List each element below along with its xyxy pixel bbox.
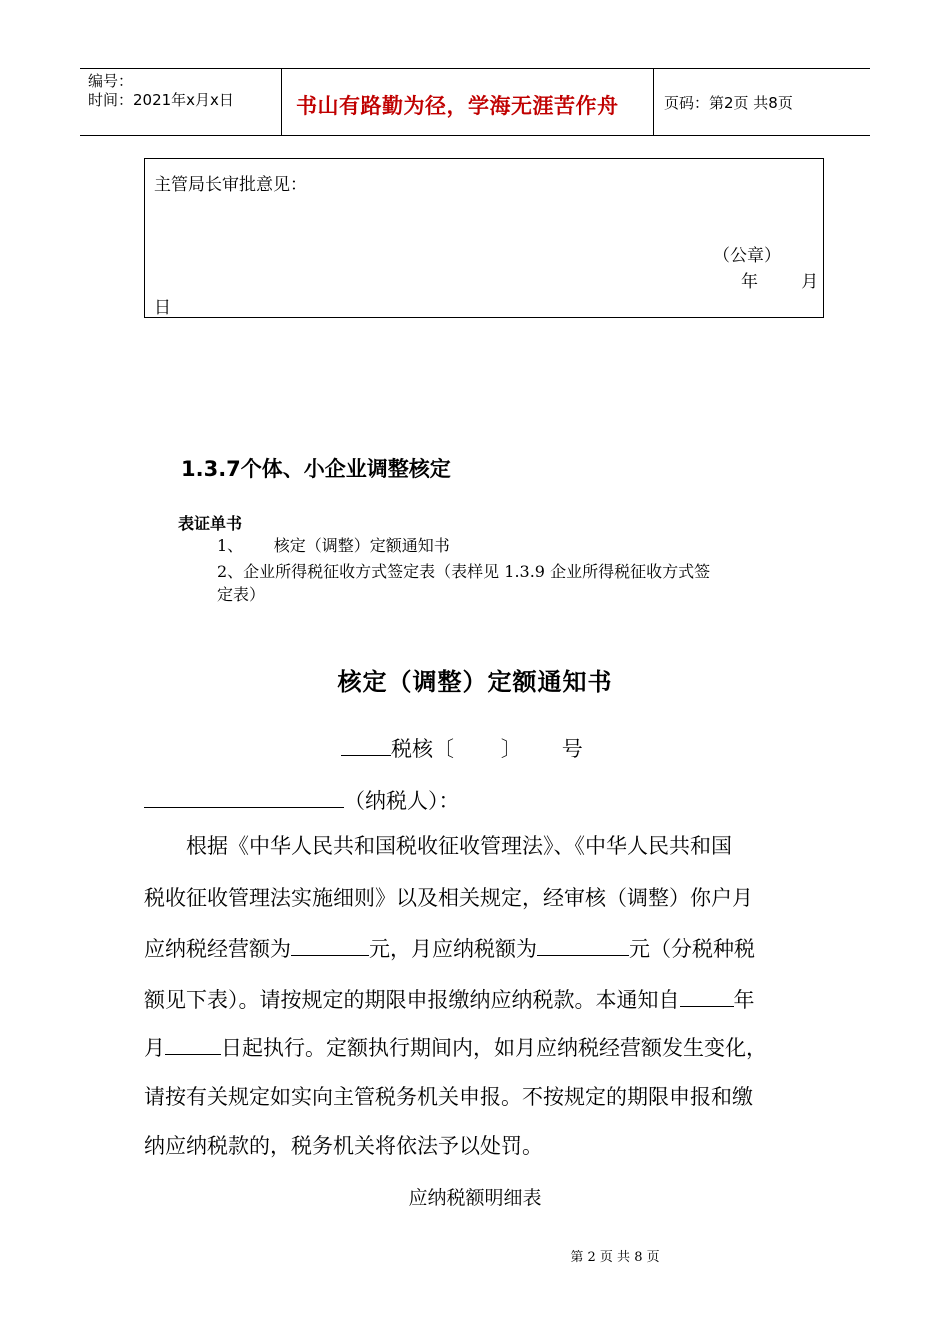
start-year-blank [680,986,734,1007]
addressee-blank [144,787,344,808]
tax-amount-blank [537,935,629,956]
body-line-6: 请按有关规定如实向主管税务机关申报。不按规定的期限申报和缴 [144,1085,753,1109]
body-line-3b: 元，月应纳税额为 [369,937,537,961]
body-line-4b: 年 [733,988,755,1012]
header-motto: 书山有路勤为径，学海无涯苦作舟 [296,94,619,118]
header-bottom-rule [80,135,870,136]
year-month-text: 年 月 [741,272,819,292]
forms-heading: 表证单书 [178,514,243,533]
start-day-blank [165,1034,221,1055]
body-line-3c: 元（分税种税 [629,937,755,961]
seal-text: （公章） [713,246,781,266]
number-blank [341,735,391,756]
number-line-text: 税核〔 〕 号 [391,737,583,761]
section-title: 1.3.7个体、小企业调整核定 [181,457,451,481]
addressee-line [144,785,460,815]
forms-item-2: 2、企业所得税征收方式签定表（表样见 1.3.9 企业所得税征收方式签 [217,562,711,581]
notice-number-line [341,733,583,763]
body-line-4a: 额见下表）。请按规定的期限申报缴纳应纳税款。本通知自 [144,988,680,1012]
business-amount-blank [291,935,369,956]
tax-detail-table-title: 应纳税额明细表 [408,1187,542,1209]
body-line-1: 根据《中华人民共和国税收征收管理法》、《中华人民共和国 [186,834,732,858]
header-time-label: 时间：2021年x月x日 [88,91,234,109]
body-line-4 [144,984,755,1014]
header-page-label: 页码：第2页 共8页 [664,94,793,112]
body-line-3a: 应纳税经营额为 [144,937,291,961]
body-line-5a: 月 [144,1036,165,1060]
notice-title: 核定（调整）定额通知书 [337,668,613,696]
header-code-label: 编号： [88,72,134,90]
approval-label: 主管局长审批意见： [154,175,307,195]
forms-item-2-cont: 定表） [217,585,266,604]
day-text: 日 [154,298,171,318]
body-line-7: 纳应纳税款的，税务机关将依法予以处罚。 [144,1134,543,1158]
header-top-rule [80,68,870,69]
approval-box [144,158,824,318]
body-line-5 [144,1032,767,1062]
header-divider-right [653,68,654,136]
body-line-3 [144,933,755,963]
addressee-suffix: （纳税人）： [344,789,460,813]
header-divider-left [281,68,282,136]
forms-item-1: 1、 核定（调整）定额通知书 [217,536,450,555]
body-line-5b: 日起执行。定额执行期间内，如月应纳税经营额发生变化， [221,1036,767,1060]
footer-page-number: 第 2 页 共 8 页 [570,1250,660,1265]
body-line-2: 税收征收管理法实施细则》以及相关规定，经审核（调整）你户月 [144,886,753,910]
